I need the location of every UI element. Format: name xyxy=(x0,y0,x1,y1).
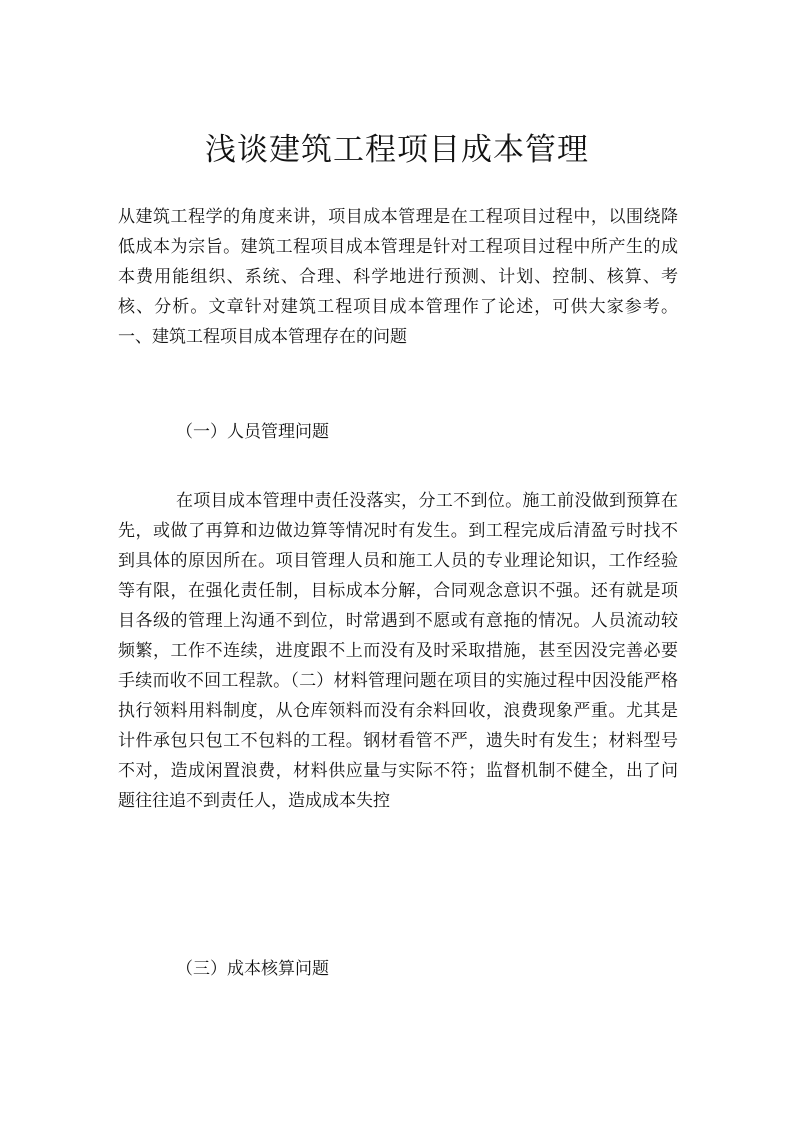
document-title: 浅谈建筑工程项目成本管理 xyxy=(205,132,589,168)
section-body-personnel-materials: 在项目成本管理中责任没落实，分工不到位。施工前没做到预算在先，或做了再算和边做边算等情况时有发生。到工程完成后清盈亏时找不到具体的原因所在。项目管理人员和施工人员的专业理论知识，工作经验等有限，在强化责任制，目标成本分解，合同观念意识不强。还有就是项目各级的管理上沟通不到位，时常遇到不愿或有意拖的情况。人员流动较频繁，工作不连续，进度跟不上而没有及时采取措施，甚至因没完善必要手续而收不回工程款。（二）材料管理问题在项目的实施过程中因没能严格执行领料用料制度，从仓库领料而没有余料回收，浪费现象严重。尤其是计件承包只包工不包料的工程。钢材看管不严，遗失时有发生；材料型号不对，造成闲置浪费，材料供应量与实际不符；监督机制不健全，出了问题往往追不到责任人，造成成本失控 xyxy=(118,491,678,811)
section-heading-personnel: （一）人员管理问题 xyxy=(176,422,329,442)
intro-paragraph: 从建筑工程学的角度来讲，项目成本管理是在工程项目过程中，以围绕降低成本为宗旨。建筑工程项目成本管理是针对工程项目过程中所产生的成本费用能组织、系统、合理、科学地进行预测、计划、控制、核算、考核、分析。文章针对建筑工程项目成本管理作了论述，可供大家参考。一、建筑工程项目成本管理存在的问题 xyxy=(118,207,678,347)
section-heading-cost-accounting: （三）成本核算问题 xyxy=(176,959,329,979)
